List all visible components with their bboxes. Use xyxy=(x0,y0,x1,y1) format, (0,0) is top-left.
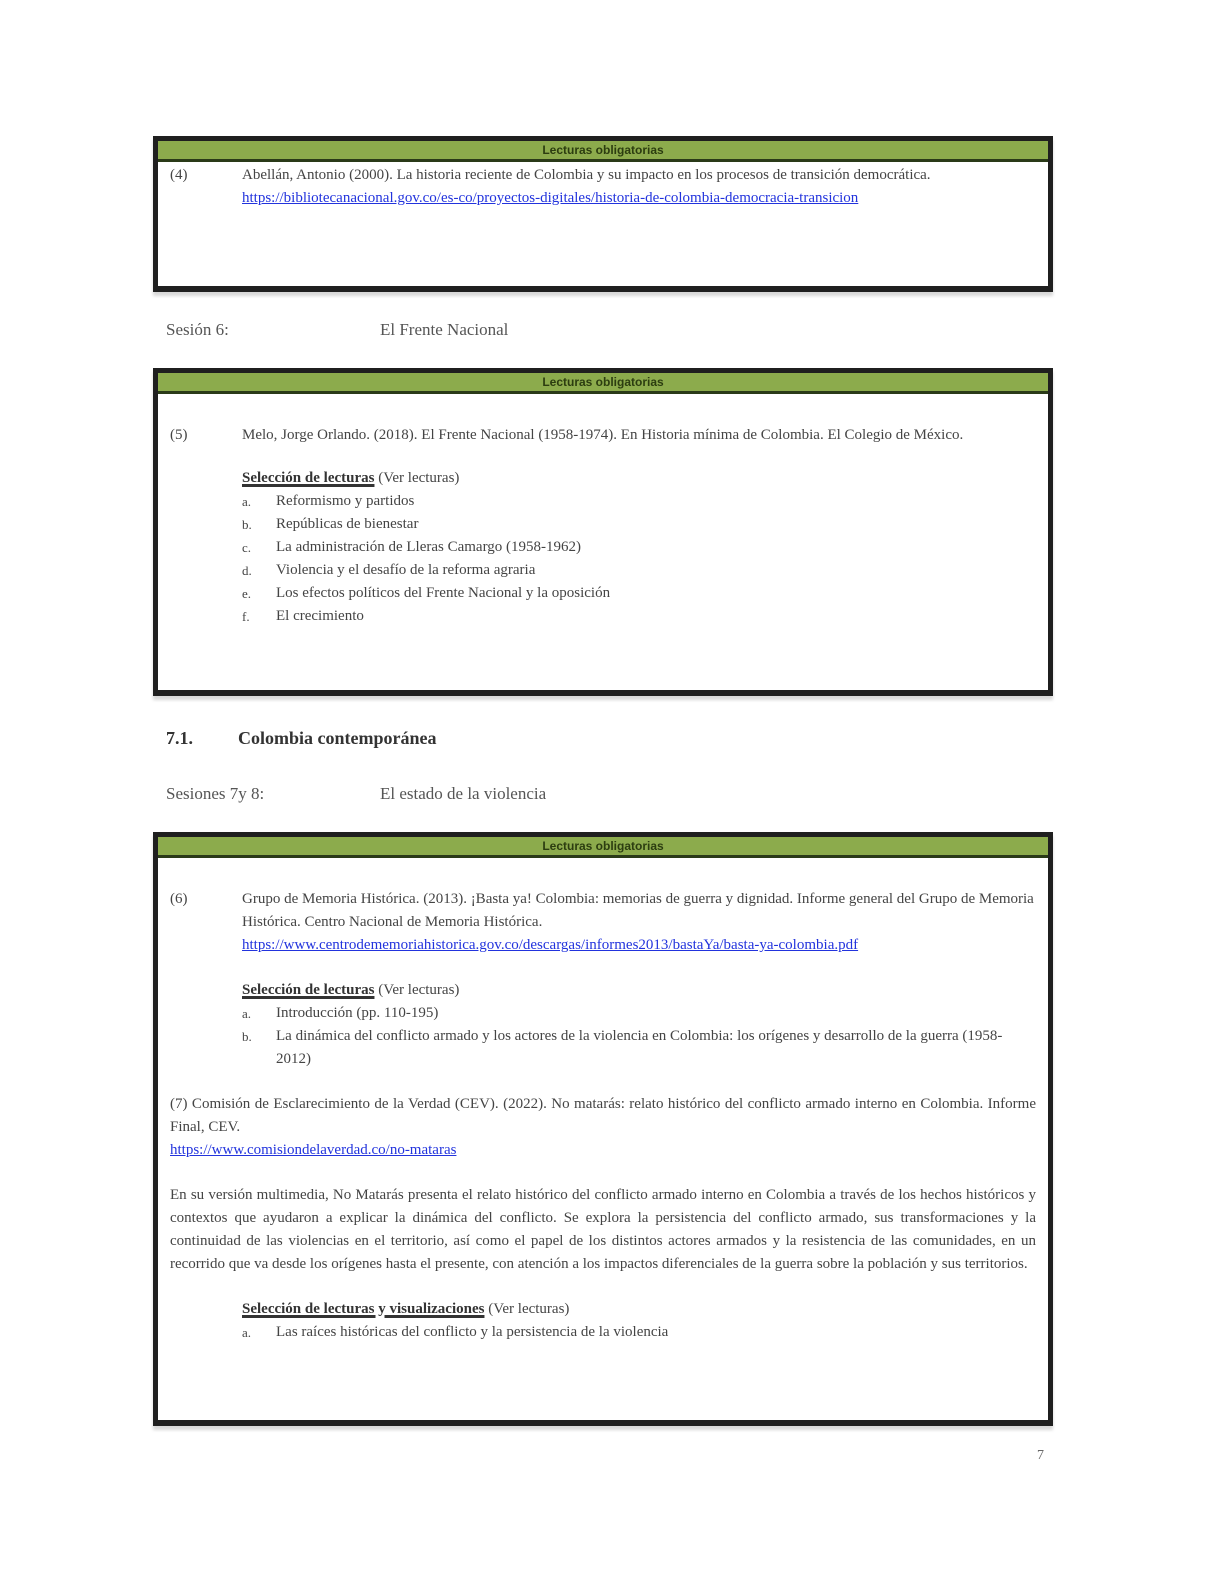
list-item-text: La dinámica del conflicto armado y los actores de la violencia en Colombia: los orígenes y desarrollo de la guerra (1958-2012) xyxy=(276,1028,1003,1067)
selection-heading-underlined: Selección de lecturas xyxy=(242,982,375,998)
reference-number: (4) xyxy=(170,167,188,183)
reference-entry xyxy=(170,888,1036,957)
list-item xyxy=(242,1002,1036,1025)
list-item-text: La administración de Lleras Camargo (1958-1962) xyxy=(276,539,582,555)
reading-box-3 xyxy=(153,832,1053,1426)
list-marker: d. xyxy=(242,563,252,578)
session-label xyxy=(166,320,509,340)
list-marker: b. xyxy=(242,1029,252,1044)
list-item-text: Repúblicas de bienestar xyxy=(276,516,419,532)
list-item-text: Reformismo y partidos xyxy=(276,493,415,509)
reading-list xyxy=(242,1002,1036,1071)
list-marker: c. xyxy=(242,540,252,555)
reference-number: (5) xyxy=(170,427,188,443)
list-item-text: Los efectos políticos del Frente Nacional y la oposición xyxy=(276,585,611,601)
reading-box-header: Lecturas obligatorias xyxy=(158,373,1048,394)
list-item xyxy=(242,605,1036,628)
reading-box-1 xyxy=(153,136,1053,292)
reference-text: (7) Comisión de Esclarecimiento de la Verdad (CEV). (2022). No matarás: relato histórico del conflicto armado interno en Colombia. Informe Final, CEV. xyxy=(170,1096,1036,1135)
reading-box-header: Lecturas obligatorias xyxy=(158,141,1048,162)
section-heading-title: Colombia contemporánea xyxy=(238,728,437,748)
list-marker: a. xyxy=(242,494,252,509)
session-label xyxy=(166,784,547,804)
reference-link[interactable]: https://bibliotecanacional.gov.co/es-co/proyectos-digitales/historia-de-colombia-democracia-transicion xyxy=(242,190,859,206)
list-item xyxy=(242,582,1036,605)
selection-heading-underlined: Selección de lecturas xyxy=(242,470,375,486)
section-heading-number: 7.1. xyxy=(166,728,193,748)
list-item xyxy=(242,559,1036,582)
list-marker: b. xyxy=(242,517,252,532)
selection-heading xyxy=(242,467,1036,490)
list-item xyxy=(242,1321,1036,1344)
list-item xyxy=(242,536,1036,559)
list-item-text: Las raíces históricas del conflicto y la persistencia de la violencia xyxy=(276,1324,669,1340)
list-marker: a. xyxy=(242,1006,252,1021)
page-number: 7 xyxy=(1037,1448,1044,1463)
selection-heading-rest: (Ver lecturas) xyxy=(484,1301,570,1317)
list-item-text: El crecimiento xyxy=(276,608,364,624)
session-number: Sesión 6: xyxy=(166,320,229,339)
reference-text: Melo, Jorge Orlando. (2018). El Frente Nacional (1958-1974). En Historia mínima de Colombia. El Colegio de México. xyxy=(242,427,964,443)
list-item xyxy=(242,513,1036,536)
reference-text: Abellán, Antonio (2000). La historia reciente de Colombia y su impacto en los procesos de transición democrática. xyxy=(242,167,931,183)
reading-list xyxy=(242,490,1036,628)
reference-entry xyxy=(170,164,1036,210)
reading-list xyxy=(242,1321,1036,1344)
list-item xyxy=(242,490,1036,513)
list-item xyxy=(242,1025,1036,1071)
section-heading xyxy=(166,728,437,749)
reading-box-2 xyxy=(153,368,1053,696)
session-title: El estado de la violencia xyxy=(380,784,547,803)
list-item-text: Violencia y el desafío de la reforma agraria xyxy=(276,562,536,578)
selection-heading xyxy=(242,979,1036,1002)
reference-link[interactable]: https://www.centrodememoriahistorica.gov.co/descargas/informes2013/bastaYa/basta-ya-colombia.pdf xyxy=(242,937,859,953)
selection-heading-rest: (Ver lecturas) xyxy=(374,982,460,998)
reading-box-header: Lecturas obligatorias xyxy=(158,837,1048,858)
list-item-text: Introducción (pp. 110-195) xyxy=(276,1005,439,1021)
list-marker: a. xyxy=(242,1325,252,1340)
description-paragraph: En su versión multimedia, No Matarás presenta el relato histórico del conflicto armado interno en Colombia a través de los hechos históricos y contextos que ayudaron a explicar la dinámica del conflicto. Se explora la persistencia del conflicto armado, sus transformaciones y la continuidad de las violencias en el territorio, así como el papel de los distintos actores armados y la resistencia de las comunidades, en un recorrido que va desde los orígenes hasta el presente, con atención a los impactos diferenciales de la guerra sobre la población y sus territorios. xyxy=(170,1187,1036,1272)
session-number: Sesiones 7y 8: xyxy=(166,784,265,803)
selection-heading-rest: (Ver lecturas) xyxy=(374,470,460,486)
selection-heading xyxy=(242,1298,1036,1321)
list-marker: e. xyxy=(242,586,252,601)
session-title: El Frente Nacional xyxy=(380,320,509,339)
reference-number: (6) xyxy=(170,891,188,907)
selection-heading-underlined: Selección de lecturas y visualizaciones xyxy=(242,1301,485,1317)
reference-entry xyxy=(170,424,1036,447)
reference-text: Grupo de Memoria Histórica. (2013). ¡Basta ya! Colombia: memorias de guerra y dignidad. Informe general del Grupo de Memoria Histórica. Centro Nacional de Memoria Histórica. xyxy=(242,891,1034,930)
reference-link[interactable]: https://www.comisiondelaverdad.co/no-mataras xyxy=(170,1142,457,1158)
reference-entry-2 xyxy=(170,1093,1036,1162)
list-marker: f. xyxy=(242,609,250,624)
